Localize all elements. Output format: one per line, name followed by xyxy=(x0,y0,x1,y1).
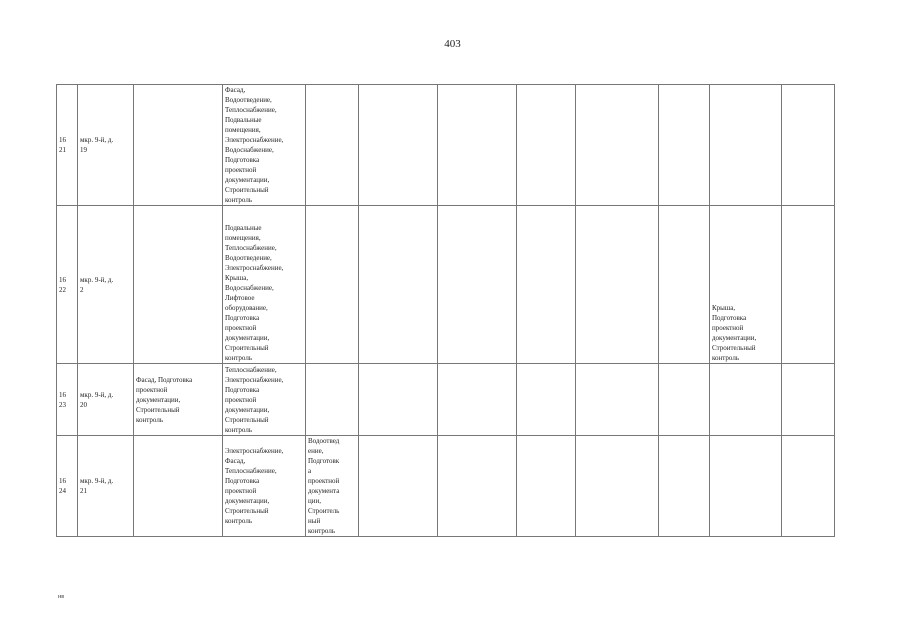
cell-col6 xyxy=(359,85,438,206)
cell-col4 xyxy=(223,206,306,364)
cell-line: 24 xyxy=(59,487,66,495)
cell-line: 16 xyxy=(59,390,66,399)
works-table xyxy=(56,84,835,537)
cell-line: документации, xyxy=(225,176,270,184)
cell-line: оборудование, xyxy=(225,304,268,312)
footer-mark: нв xyxy=(58,594,65,600)
cell-line: Крыша, xyxy=(225,274,249,282)
cell-col3 xyxy=(134,85,223,206)
cell-line: контроль xyxy=(712,354,740,362)
cell-col10 xyxy=(659,364,710,436)
cell-line: Электроснабжение, xyxy=(225,447,284,455)
cell-col8 xyxy=(517,85,576,206)
cell-line: Фасад, Подготовка xyxy=(136,375,193,384)
cell-line: помещения, xyxy=(225,126,261,134)
cell-line: Строительный xyxy=(225,344,269,352)
cell-line: проектной xyxy=(225,487,257,495)
table-row xyxy=(57,206,835,364)
cell-address xyxy=(78,364,134,436)
cell-col11 xyxy=(710,364,782,436)
cell-line: Теплоснабжение, xyxy=(225,106,277,114)
cell-line: 22 xyxy=(59,285,66,294)
cell-col3 xyxy=(134,436,223,537)
cell-line: проектной xyxy=(225,166,257,174)
cell-line: Водоотведение, xyxy=(225,96,272,104)
cell-col11 xyxy=(710,206,782,364)
cell-col7 xyxy=(438,436,517,537)
cell-line: Строительный xyxy=(225,507,269,515)
cell-col7 xyxy=(438,206,517,364)
cell-line: Водоснабжение, xyxy=(225,146,274,154)
cell-address xyxy=(78,436,134,537)
cell-line: 21 xyxy=(80,487,87,495)
cell-col10 xyxy=(659,85,710,206)
cell-col7 xyxy=(438,364,517,436)
cell-col6 xyxy=(359,206,438,364)
cell-col10 xyxy=(659,206,710,364)
cell-col12 xyxy=(782,364,835,436)
cell-line: Подготовка xyxy=(225,385,260,394)
cell-line: Электроснабжение, xyxy=(225,136,284,144)
cell-line: Строитель xyxy=(308,507,340,515)
cell-line: Теплоснабжение, xyxy=(225,467,277,475)
cell-col4 xyxy=(223,436,306,537)
table-row xyxy=(57,85,835,206)
cell-line: 16 xyxy=(59,275,66,284)
cell-line: Строительный xyxy=(712,344,756,352)
cell-col5 xyxy=(306,436,359,537)
cell-col12 xyxy=(782,436,835,537)
cell-col7 xyxy=(438,85,517,206)
cell-line: контроль xyxy=(136,415,164,424)
cell-line: контроль xyxy=(225,354,253,362)
cell-col4 xyxy=(223,85,306,206)
cell-line: Строительный xyxy=(225,415,269,424)
cell-col8 xyxy=(517,364,576,436)
cell-line: проектной xyxy=(225,324,257,332)
cell-line: контроль xyxy=(308,527,336,535)
cell-line: Крыша, xyxy=(712,304,736,312)
cell-line: ции, xyxy=(308,497,321,505)
cell-line: Подготовка xyxy=(225,314,260,322)
cell-col5 xyxy=(306,85,359,206)
cell-line: проектной xyxy=(225,395,257,404)
page-number: 403 xyxy=(444,38,461,50)
cell-line: Водоотвед xyxy=(308,437,340,445)
cell-col8 xyxy=(517,436,576,537)
cell-line: документации, xyxy=(136,395,181,404)
cell-line: контроль xyxy=(225,425,253,434)
cell-col9 xyxy=(576,436,659,537)
cell-line: документа xyxy=(308,487,340,495)
cell-line: 16 xyxy=(59,136,66,144)
cell-line: 20 xyxy=(80,400,87,409)
cell-line: проектной xyxy=(308,477,340,485)
table-row xyxy=(57,436,835,537)
cell-address xyxy=(78,85,134,206)
cell-line: 23 xyxy=(59,400,66,409)
cell-col3 xyxy=(134,364,223,436)
cell-line: Лифтовое xyxy=(225,294,255,302)
table-row xyxy=(57,364,835,436)
cell-col9 xyxy=(576,364,659,436)
cell-line: Теплоснабжение, xyxy=(225,244,277,252)
cell-line: контроль xyxy=(225,196,253,204)
cell-line: проектной xyxy=(712,324,744,332)
cell-line: а xyxy=(308,467,312,475)
cell-number xyxy=(57,85,78,206)
cell-line: Водоснабжение, xyxy=(225,284,274,292)
cell-line: документации, xyxy=(225,405,270,414)
cell-line: 16 xyxy=(59,477,66,485)
cell-col9 xyxy=(576,85,659,206)
cell-col8 xyxy=(517,206,576,364)
cell-line: Подготовка xyxy=(225,477,260,485)
cell-col6 xyxy=(359,436,438,537)
cell-col5 xyxy=(306,206,359,364)
cell-line: документации, xyxy=(225,334,270,342)
cell-line: мкр. 9-й, д. xyxy=(80,477,114,485)
cell-col12 xyxy=(782,85,835,206)
cell-line: мкр. 9-й, д. xyxy=(80,275,114,284)
cell-line: Фасад, xyxy=(225,86,246,94)
cell-col11 xyxy=(710,436,782,537)
cell-line: 21 xyxy=(59,146,66,154)
cell-number xyxy=(57,364,78,436)
cell-line: Подвальные xyxy=(225,224,262,232)
cell-line: Теплоснабжение, xyxy=(225,365,277,374)
cell-number xyxy=(57,436,78,537)
cell-address xyxy=(78,206,134,364)
cell-line: Подготовка xyxy=(712,314,747,322)
cell-col5 xyxy=(306,364,359,436)
cell-col9 xyxy=(576,206,659,364)
cell-line: мкр. 9-й, д. xyxy=(80,390,114,399)
cell-col12 xyxy=(782,206,835,364)
cell-line: Подвальные xyxy=(225,116,262,124)
cell-line: документации, xyxy=(712,334,757,342)
cell-col3 xyxy=(134,206,223,364)
cell-line: документации, xyxy=(225,497,270,505)
cell-line: помещения, xyxy=(225,234,261,242)
cell-line: мкр. 9-й, д. xyxy=(80,136,114,144)
cell-line: Строительный xyxy=(225,186,269,194)
cell-line: Подготовк xyxy=(308,457,340,465)
cell-line: проектной xyxy=(136,385,168,394)
cell-line: 2 xyxy=(80,285,84,294)
cell-col4 xyxy=(223,364,306,436)
cell-col10 xyxy=(659,436,710,537)
cell-line: Подготовка xyxy=(225,156,260,164)
cell-line: контроль xyxy=(225,517,253,525)
cell-line: Фасад, xyxy=(225,457,246,465)
cell-line: 19 xyxy=(80,146,87,154)
cell-col11 xyxy=(710,85,782,206)
cell-number xyxy=(57,206,78,364)
cell-line: ение, xyxy=(308,447,324,455)
cell-line: Водоотведение, xyxy=(225,254,272,262)
cell-line: Электроснабжение, xyxy=(225,264,284,272)
cell-line: ный xyxy=(308,517,321,525)
cell-line: Строительный xyxy=(136,405,180,414)
cell-line: Электроснабжение, xyxy=(225,375,284,384)
cell-col6 xyxy=(359,364,438,436)
